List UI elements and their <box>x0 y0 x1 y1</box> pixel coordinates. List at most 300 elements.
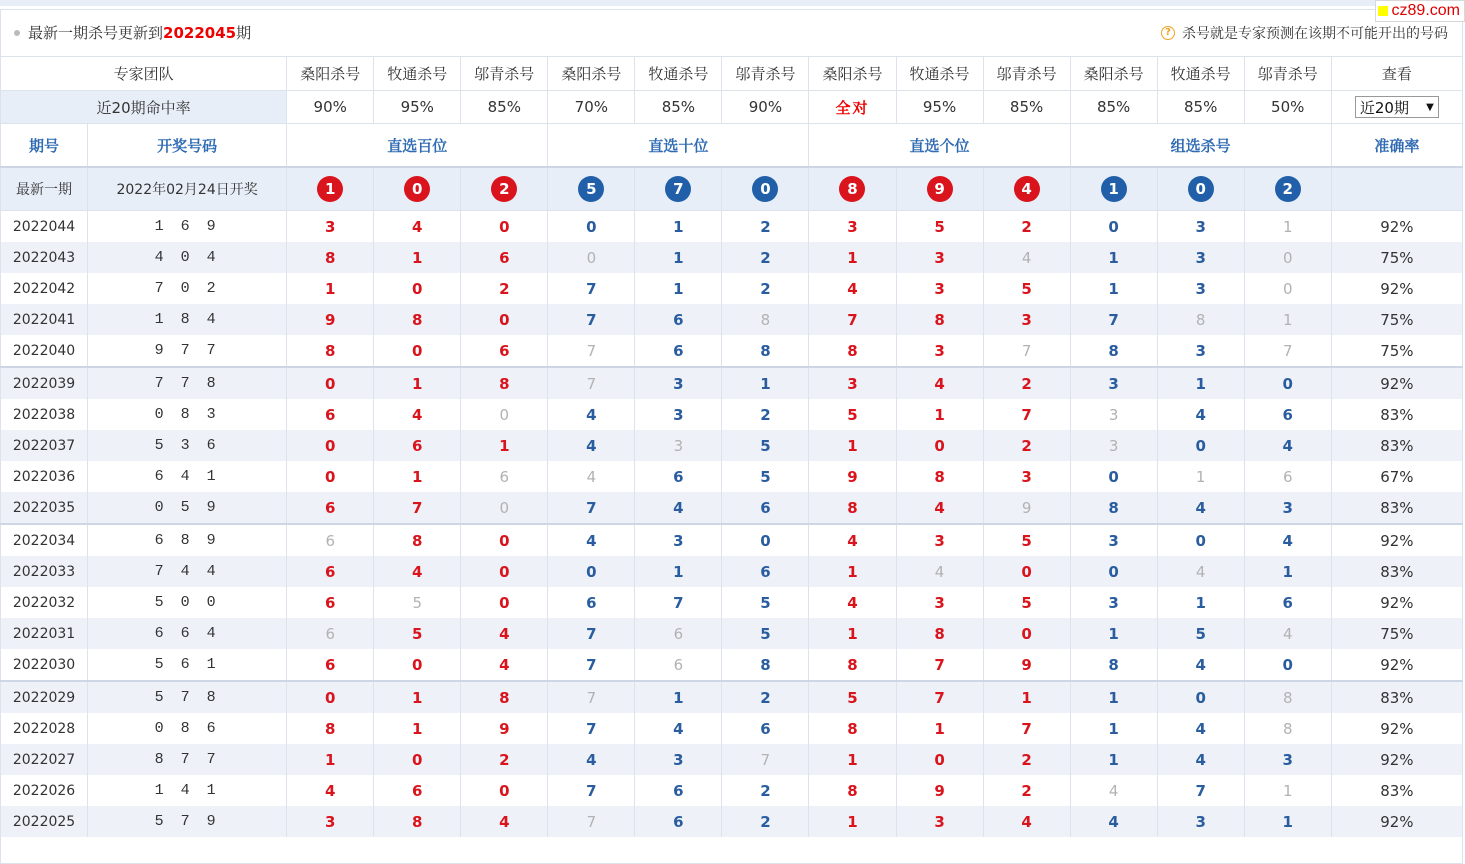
kill-number: 8 <box>760 310 771 329</box>
kill-cell <box>287 335 374 367</box>
accuracy-cell: 83% <box>1331 430 1462 461</box>
kill-cell <box>983 211 1070 243</box>
kill-cell <box>1157 461 1244 492</box>
kill-cell <box>896 681 983 713</box>
kill-ball: 1 <box>317 176 343 202</box>
period-cell: 2022034 <box>1 524 88 556</box>
kill-number: 3 <box>1282 498 1293 517</box>
draw-cell: 4 0 4 <box>88 242 287 273</box>
kill-number: 1 <box>847 812 858 831</box>
kill-cell <box>722 587 809 618</box>
kill-cell <box>287 211 374 243</box>
kill-number: 7 <box>586 624 597 643</box>
kill-number: 3 <box>847 374 858 393</box>
kill-number: 0 <box>586 217 597 236</box>
page-header <box>0 9 1463 56</box>
kill-cell <box>722 242 809 273</box>
kill-number: 8 <box>934 624 945 643</box>
kill-number: 0 <box>1195 688 1206 707</box>
kill-number: 6 <box>673 467 684 486</box>
kill-number: 1 <box>847 562 858 581</box>
kill-cell <box>722 461 809 492</box>
kill-cell <box>1070 304 1157 335</box>
kill-number: 4 <box>934 562 945 581</box>
kill-number: 0 <box>499 405 510 424</box>
kill-cell <box>809 806 896 837</box>
kill-cell <box>809 242 896 273</box>
kill-number: 5 <box>1195 624 1206 643</box>
period-cell: 2022032 <box>1 587 88 618</box>
period-cell: 2022026 <box>1 775 88 806</box>
kill-cell <box>1244 713 1331 744</box>
kill-cell <box>374 304 461 335</box>
kill-cell <box>635 587 722 618</box>
kill-cell <box>461 556 548 587</box>
table-row <box>1 273 1463 304</box>
draw-header: 开奖号码 <box>88 124 287 168</box>
kill-ball: 0 <box>1188 176 1214 202</box>
expert-name: 桑阳杀号 <box>809 57 896 91</box>
kill-cell <box>374 367 461 399</box>
kill-number: 1 <box>412 467 423 486</box>
view-label: 查看 <box>1331 57 1462 91</box>
kill-number: 6 <box>673 781 684 800</box>
kill-cell <box>983 367 1070 399</box>
kill-number: 6 <box>673 341 684 360</box>
kill-cell <box>374 744 461 775</box>
kill-number: 1 <box>934 719 945 738</box>
kill-cell <box>1070 806 1157 837</box>
kill-cell <box>1157 304 1244 335</box>
kill-cell <box>1157 713 1244 744</box>
kill-cell <box>1244 461 1331 492</box>
kill-cell <box>722 367 809 399</box>
kill-cell <box>548 304 635 335</box>
kill-cell <box>983 681 1070 713</box>
kill-cell <box>1244 367 1331 399</box>
kill-number: 8 <box>324 341 336 360</box>
draw-cell: 6 6 4 <box>88 618 287 649</box>
kill-number: 3 <box>1195 217 1206 236</box>
kill-cell <box>1070 744 1157 775</box>
kill-number: 7 <box>586 374 597 393</box>
kill-cell <box>896 744 983 775</box>
kill-number: 1 <box>673 217 684 236</box>
hit-rate: 90% <box>287 91 374 124</box>
group-header-units: 直选个位 <box>809 124 1070 168</box>
kill-cell <box>722 335 809 367</box>
table-row <box>1 556 1463 587</box>
kill-number: 7 <box>586 781 597 800</box>
latest-accuracy-cell <box>1331 167 1462 211</box>
kill-number: 4 <box>847 531 858 550</box>
kill-number: 6 <box>499 467 510 486</box>
kill-number: 3 <box>1108 593 1119 612</box>
hit-rate: 85% <box>635 91 722 124</box>
table-row <box>1 211 1463 243</box>
expert-name: 邬青杀号 <box>983 57 1070 91</box>
kill-cell <box>809 367 896 399</box>
kill-cell <box>548 524 635 556</box>
kill-number: 4 <box>1108 812 1119 831</box>
kill-cell <box>896 587 983 618</box>
kill-cell <box>983 556 1070 587</box>
latest-ball-cell <box>374 167 461 211</box>
kill-cell <box>287 556 374 587</box>
accuracy-cell: 75% <box>1331 618 1462 649</box>
kill-cell <box>461 335 548 367</box>
kill-number: 8 <box>324 719 336 738</box>
kill-ball: 4 <box>1014 176 1040 202</box>
kill-cell <box>722 649 809 681</box>
kill-cell <box>548 461 635 492</box>
accuracy-cell: 83% <box>1331 556 1462 587</box>
kill-cell <box>461 304 548 335</box>
hit-rate: 95% <box>896 91 983 124</box>
kill-cell <box>722 211 809 243</box>
latest-ball-cell <box>287 167 374 211</box>
kill-number: 4 <box>586 436 597 455</box>
kill-number: 1 <box>1195 593 1206 612</box>
kill-number: 3 <box>934 531 945 550</box>
kill-number: 3 <box>1108 436 1119 455</box>
kill-number: 0 <box>412 279 423 298</box>
question-icon[interactable]: ? <box>1161 26 1175 40</box>
expert-name: 牧通杀号 <box>896 57 983 91</box>
kill-cell <box>983 524 1070 556</box>
kill-number: 6 <box>324 655 336 674</box>
kill-cell <box>809 461 896 492</box>
accuracy-cell: 83% <box>1331 399 1462 430</box>
kill-cell <box>1157 618 1244 649</box>
kill-cell <box>1157 524 1244 556</box>
kill-cell <box>896 556 983 587</box>
kill-cell <box>548 211 635 243</box>
kill-number: 3 <box>1195 812 1206 831</box>
kill-number: 5 <box>760 467 771 486</box>
kill-cell <box>635 649 722 681</box>
kill-number: 2 <box>1021 374 1032 393</box>
kill-number: 1 <box>934 405 945 424</box>
kill-cell <box>1244 242 1331 273</box>
kill-number: 0 <box>1108 467 1119 486</box>
hit-rate: 90% <box>722 91 809 124</box>
kill-cell <box>287 524 374 556</box>
kill-cell <box>983 744 1070 775</box>
kill-cell <box>1070 335 1157 367</box>
kill-ball: 9 <box>927 176 953 202</box>
kill-cell <box>1244 587 1331 618</box>
table-row <box>1 461 1463 492</box>
kill-cell <box>287 492 374 524</box>
kill-number: 2 <box>760 812 771 831</box>
kill-number: 4 <box>673 498 684 517</box>
kill-cell <box>1070 681 1157 713</box>
kill-number: 0 <box>934 750 945 769</box>
kill-cell <box>1157 806 1244 837</box>
kill-number: 7 <box>1021 719 1032 738</box>
kill-cell <box>461 492 548 524</box>
kill-number: 8 <box>847 341 858 360</box>
kill-number: 7 <box>586 498 597 517</box>
kill-number: 0 <box>1108 562 1119 581</box>
kill-number: 0 <box>586 248 597 267</box>
kill-cell <box>1244 649 1331 681</box>
table-row <box>1 335 1463 367</box>
kill-number: 3 <box>324 812 336 831</box>
kill-cell <box>461 273 548 304</box>
kill-number: 0 <box>1195 436 1206 455</box>
kill-cell <box>896 273 983 304</box>
kill-number: 1 <box>673 562 684 581</box>
kill-number: 3 <box>847 217 858 236</box>
kill-cell <box>635 211 722 243</box>
kill-number: 7 <box>934 655 945 674</box>
latest-ball-cell <box>983 167 1070 211</box>
kill-number: 1 <box>1108 719 1119 738</box>
kill-cell <box>1244 492 1331 524</box>
kill-cell <box>548 618 635 649</box>
kill-cell <box>722 806 809 837</box>
kill-cell <box>722 618 809 649</box>
kill-cell <box>896 304 983 335</box>
kill-number: 9 <box>1021 498 1032 517</box>
period-cell: 2022040 <box>1 335 88 367</box>
kill-cell <box>722 713 809 744</box>
kill-number: 8 <box>324 248 336 267</box>
kill-cell <box>809 430 896 461</box>
kill-cell <box>461 211 548 243</box>
bullet-icon <box>14 30 20 36</box>
team-label: 专家团队 <box>1 57 287 91</box>
kill-cell <box>722 430 809 461</box>
kill-number: 7 <box>1195 781 1206 800</box>
accuracy-cell: 92% <box>1331 806 1462 837</box>
kill-number: 4 <box>1108 781 1119 800</box>
accuracy-cell: 92% <box>1331 211 1462 243</box>
kill-cell <box>635 461 722 492</box>
accuracy-cell: 75% <box>1331 242 1462 273</box>
kill-cell <box>635 744 722 775</box>
kill-cell <box>1244 556 1331 587</box>
kill-number: 3 <box>1021 467 1032 486</box>
kill-ball: 0 <box>752 176 778 202</box>
kill-number: 3 <box>673 405 684 424</box>
kill-cell <box>461 430 548 461</box>
kill-cell <box>1070 242 1157 273</box>
kill-cell <box>548 492 635 524</box>
kill-cell <box>287 649 374 681</box>
kill-cell <box>809 618 896 649</box>
kill-cell <box>809 304 896 335</box>
kill-number: 3 <box>934 341 945 360</box>
kill-cell <box>1244 681 1331 713</box>
accuracy-cell: 83% <box>1331 775 1462 806</box>
kill-cell <box>722 556 809 587</box>
period-cell: 2022039 <box>1 367 88 399</box>
kill-cell <box>1070 399 1157 430</box>
kill-number: 5 <box>1021 531 1032 550</box>
kill-number: 1 <box>847 436 858 455</box>
kill-number: 3 <box>1021 310 1032 329</box>
kill-cell <box>809 649 896 681</box>
kill-number: 1 <box>673 688 684 707</box>
kill-number: 6 <box>760 719 771 738</box>
kill-number: 6 <box>325 624 335 643</box>
table-row <box>1 775 1463 806</box>
kill-cell <box>1070 713 1157 744</box>
kill-number: 3 <box>1195 279 1206 298</box>
update-notice <box>0 22 251 43</box>
kill-number: 1 <box>1282 781 1293 800</box>
kill-cell <box>287 806 374 837</box>
period-cell: 2022043 <box>1 242 88 273</box>
kill-cell <box>809 273 896 304</box>
accuracy-header: 准确率 <box>1331 124 1462 168</box>
accuracy-cell: 67% <box>1331 461 1462 492</box>
kill-number: 8 <box>760 655 771 674</box>
kill-number: 4 <box>934 498 945 517</box>
kill-cell <box>1157 242 1244 273</box>
accuracy-cell: 92% <box>1331 744 1462 775</box>
kill-cell <box>374 806 461 837</box>
kill-cell <box>287 587 374 618</box>
kill-number: 7 <box>1021 405 1032 424</box>
kill-cell <box>374 242 461 273</box>
kill-number: 3 <box>673 374 684 393</box>
update-issue: 2022045 <box>163 23 237 42</box>
period-cell: 2022042 <box>1 273 88 304</box>
kill-cell <box>548 713 635 744</box>
kill-number: 1 <box>1282 562 1293 581</box>
kill-cell <box>635 335 722 367</box>
kill-number: 7 <box>1021 341 1032 360</box>
kill-cell <box>1157 681 1244 713</box>
kill-cell <box>1070 211 1157 243</box>
kill-number: 3 <box>1195 341 1206 360</box>
accuracy-cell: 92% <box>1331 367 1462 399</box>
kill-cell <box>1157 775 1244 806</box>
kill-cell <box>635 430 722 461</box>
kill-number: 1 <box>1282 310 1293 329</box>
table-row <box>1 618 1463 649</box>
table-row <box>1 367 1463 399</box>
kill-number: 4 <box>499 812 510 831</box>
expert-name: 桑阳杀号 <box>548 57 635 91</box>
kill-cell <box>287 242 374 273</box>
kill-number: 8 <box>934 467 945 486</box>
kill-cell <box>635 618 722 649</box>
kill-cell <box>896 775 983 806</box>
kill-number: 9 <box>499 719 510 738</box>
kill-number: 7 <box>934 688 945 707</box>
kill-number: 5 <box>760 436 771 455</box>
update-suffix: 期 <box>236 24 252 42</box>
kill-cell <box>809 492 896 524</box>
kill-cell <box>722 399 809 430</box>
kill-number: 3 <box>934 593 945 612</box>
kill-cell <box>896 335 983 367</box>
kill-cell <box>461 649 548 681</box>
kill-cell <box>287 681 374 713</box>
kill-cell <box>635 492 722 524</box>
draw-cell: 9 7 7 <box>88 335 287 367</box>
kill-cell <box>1244 524 1331 556</box>
kill-number: 4 <box>412 562 423 581</box>
period-select-value: 近20期 <box>1359 98 1409 117</box>
latest-ball-cell <box>1070 167 1157 211</box>
kill-number: 3 <box>673 531 684 550</box>
kill-number: 8 <box>1282 719 1293 738</box>
kill-number: 8 <box>412 531 423 550</box>
kill-number: 7 <box>586 655 597 674</box>
period-cell: 2022031 <box>1 618 88 649</box>
kill-cell <box>461 744 548 775</box>
kill-number: 5 <box>847 688 858 707</box>
kill-cell <box>287 461 374 492</box>
group-header-hundreds: 直选百位 <box>287 124 548 168</box>
kill-number: 8 <box>847 719 858 738</box>
table-row <box>1 587 1463 618</box>
kill-number: 3 <box>673 750 684 769</box>
kill-number: 7 <box>586 341 597 360</box>
kill-number: 1 <box>847 624 858 643</box>
latest-date: 2022年02月24日开奖 <box>88 167 287 211</box>
kill-number: 2 <box>760 248 771 267</box>
kill-cell <box>635 367 722 399</box>
kill-number: 5 <box>760 624 771 643</box>
table-row <box>1 430 1463 461</box>
kill-cell <box>1070 649 1157 681</box>
kill-number: 4 <box>586 405 597 424</box>
kill-cell <box>461 242 548 273</box>
period-select[interactable] <box>1355 96 1439 118</box>
period-cell: 2022037 <box>1 430 88 461</box>
kill-number: 6 <box>586 593 597 612</box>
kill-number: 1 <box>1108 624 1119 643</box>
expert-name: 桑阳杀号 <box>1070 57 1157 91</box>
kill-number: 8 <box>412 310 423 329</box>
kill-number: 1 <box>412 719 423 738</box>
kill-cell <box>1070 556 1157 587</box>
kill-cell <box>983 430 1070 461</box>
draw-cell: 7 7 8 <box>88 367 287 399</box>
kill-cell <box>374 775 461 806</box>
kill-cell <box>809 556 896 587</box>
help-note-text: 杀号就是专家预测在该期不可能开出的号码 <box>1182 25 1448 42</box>
kill-number: 7 <box>1282 341 1293 360</box>
kill-cell <box>548 806 635 837</box>
kill-number: 4 <box>324 781 336 800</box>
kill-number: 0 <box>412 655 423 674</box>
kill-ball: 7 <box>665 176 691 202</box>
dropdown-arrow-icon: ▼ <box>1426 101 1434 113</box>
kill-number: 8 <box>847 655 858 674</box>
kill-cell <box>1244 618 1331 649</box>
kill-number: 2 <box>1021 750 1032 769</box>
kill-number: 1 <box>760 374 771 393</box>
kill-cell <box>461 713 548 744</box>
kill-cell <box>461 618 548 649</box>
kill-number: 1 <box>324 750 336 769</box>
kill-cell <box>548 367 635 399</box>
kill-cell <box>983 335 1070 367</box>
kill-cell <box>287 430 374 461</box>
kill-number: 0 <box>499 310 510 329</box>
kill-number: 8 <box>1195 310 1206 329</box>
kill-cell <box>635 556 722 587</box>
period-cell: 2022038 <box>1 399 88 430</box>
